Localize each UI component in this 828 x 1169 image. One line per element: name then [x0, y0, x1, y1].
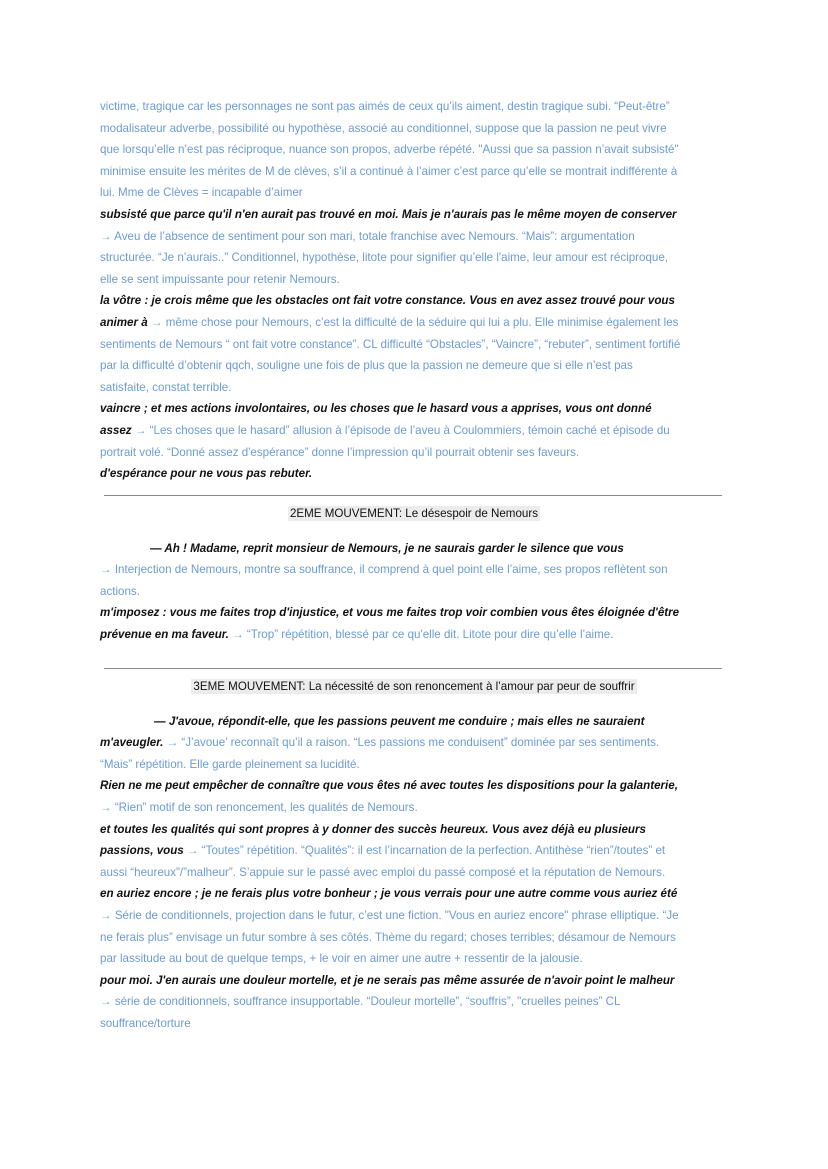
commentary-line: portrait volé. “Donné assez d'espérance” donne l’impression qu’il pourrait obtenir ses faveurs.: [100, 445, 580, 459]
commentary-line: par la difficulté d’obtenir qqch, souligne une fois de plus que la passion ne demeure que si elle n’est pas: [100, 359, 633, 373]
quote-line: et toutes les qualités qui sont propres à y donner des succès heureux. Vous avez déjà eu plusieurs: [100, 822, 646, 836]
commentary-line: ne ferais plus” envisage un futur sombre à ses côtés. Thème du regard; choses terribles; désamour de Nemours: [100, 930, 676, 944]
quote-line: la vôtre : je crois même que les obstacles ont fait votre constance. Vous en avez assez trouvé pour vous: [100, 294, 675, 308]
quote-fragment: passions, vous: [100, 844, 184, 858]
quote-line: Rien ne me peut empêcher de connaître que vous êtes né avec toutes les dispositions pour la galanterie,: [100, 779, 678, 793]
mixed-line: [100, 840, 728, 862]
section-heading-wrap: [100, 496, 728, 538]
commentary-line: elle se sent impuissante pour retenir Nemours.: [100, 272, 340, 286]
commentary-line: → Aveu de l’absence de sentiment pour son mari, totale franchise avec Nemours. “Mais”: argumentation: [100, 229, 635, 243]
commentary-line: → série de conditionnels, souffrance insupportable. “Douleur mortelle”, “souffris”, "cruelles peines” CL: [100, 995, 621, 1009]
section-heading: 3EME MOUVEMENT: La nécessité de son renoncement à l’amour par peur de souffrir: [193, 679, 635, 693]
commentary-line: souffrance/torture: [100, 1016, 191, 1030]
commentary-line: sentiments de Nemours “ ont fait votre constance”. CL difficulté “Obstacles”, “Vaincre”, “rebuter”, sentiment fortifié: [100, 337, 681, 351]
quote-fragment: prévenue en ma faveur.: [100, 628, 229, 642]
commentary-line: lui. Mme de Clèves = incapable d’aimer: [100, 186, 303, 200]
commentary-fragment: → “Les choses que le hasard” allusion à l’épisode de l’aveu à Coulommiers, témoin caché et épisode du: [131, 423, 670, 437]
commentary-fragment: → “Trop” répétition, blessé par ce qu'elle dit. Litote pour dire qu’elle l’aime.: [228, 628, 614, 642]
document-page: [100, 96, 728, 1035]
commentary-line: modalisateur adverbe, possibilité ou hypothèse, associé au conditionnel, suppose que la passion ne peut vivre: [100, 121, 667, 135]
commentary-line: structurée. “Je n’aurais..” Conditionnel, hypothèse, litote pour signifier qu’elle l'aime, leur amour est réciproque,: [100, 251, 669, 265]
quote-fragment: assez: [100, 423, 132, 437]
quote-line: subsisté que parce qu'il n'en aurait pas trouvé en moi. Mais je n'aurais pas le même moyen de conserver: [100, 207, 677, 221]
commentary-line: satisfaite, constat terrible.: [100, 380, 232, 394]
commentary-line: → Série de conditionnels, projection dans le futur, c’est une fiction. "Vous en auriez encore" phrase elliptique. “Je: [100, 909, 679, 922]
section-heading-wrap: [100, 669, 728, 711]
quote-line: d'espérance pour ne vous pas rebuter.: [100, 467, 313, 481]
commentary-line: “Mais” répétition. Elle garde pleinement sa lucidité.: [100, 757, 360, 771]
commentary-line: victime, tragique car les personnages ne sont pas aimés de ceux qu’ils aiment, destin tragique subi. “Peut-être”: [100, 100, 670, 113]
commentary-line: que lorsqu’elle n’est pas réciproque, nuance son propos, adverbe répété. "Aussi que sa passion n’avait subsisté": [100, 143, 679, 157]
quote-line: — J'avoue, répondit-elle, que les passions peuvent me conduire ; mais elles ne sauraient: [154, 714, 645, 728]
quote-line: m'imposez : vous me faites trop d'injustice, et vous me faites trop voir combien vous êtes éloignée d'être: [100, 606, 680, 620]
commentary-line: aussi “heureux”/”malheur”. S’appuie sur le passé avec emploi du passé composé et la réputation de Nemours.: [100, 865, 666, 879]
commentary-line: → “Rien” motif de son renoncement, les qualités de Nemours.: [100, 801, 418, 815]
commentary-line: actions.: [100, 584, 140, 598]
commentary-fragment: → “Toutes” répétition. “Qualités”: il est l’incarnation de la perfection. Antithèse “rien”/toutes” et: [183, 844, 666, 858]
mixed-line: [100, 420, 728, 442]
quote-fragment: m'aveugler.: [100, 736, 164, 750]
quote-fragment: animer à: [100, 315, 148, 329]
mixed-line: [100, 732, 728, 754]
commentary-line: par lassitude au bout de quelque temps, + le voir en aimer une autre + ressentir de la jalousie.: [100, 952, 583, 966]
quote-line: — Ah ! Madame, reprit monsieur de Nemours, je ne saurais garder le silence que vous: [150, 541, 624, 555]
mixed-line: [100, 624, 728, 646]
commentary-line: → Interjection de Nemours, montre sa souffrance, il comprend à quel point elle l’aime, ses propos reflètent son: [100, 563, 668, 577]
quote-line: pour moi. J'en aurais une douleur mortelle, et je ne serais pas même assurée de n'avoir point le malheur: [100, 973, 675, 987]
commentary-fragment: → “J’avoue’ reconnaît qu’il a raison. “Les passions me conduisent” dominée par ses sentiments.: [163, 736, 660, 750]
commentary-fragment: → même chose pour Nemours, c’est la difficulté de la séduire qui lui a plu. Elle minimise également les: [147, 315, 679, 329]
section-heading: 2EME MOUVEMENT: Le désespoir de Nemours: [289, 506, 539, 520]
quote-line: vaincre ; et mes actions involontaires, ou les choses que le hasard vous a apprises, vous ont donné: [100, 402, 652, 416]
quote-line: en auriez encore ; je ne ferais plus votre bonheur ; je vous verrais pour une autre comme vous auriez été: [100, 887, 678, 901]
mixed-line: [100, 312, 728, 334]
commentary-line: minimise ensuite les mérites de M de clèves, s’il a continué à l’aimer c’est parce qu’elle se montrait indifférente à: [100, 164, 678, 178]
